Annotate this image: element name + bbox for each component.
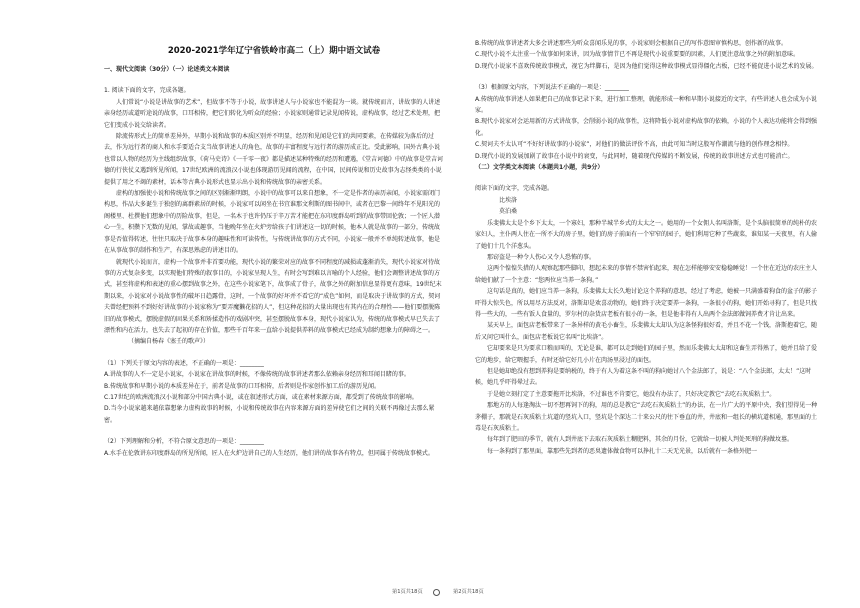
story-paragraph: 但是她却绝没有想到养狗是要纳税的，终于有人为着这条不叫的狗向她讨八个金法郎了，说是：“八个金法郎，太太！”这时候，她几乎吓得晕过去。	[475, 367, 812, 387]
question-2: （2）下列理解和分析，不符合原文意思的一项是：________	[104, 438, 264, 446]
story-paragraph: 每一条狗到了那里面，靠那些先到者的恶臭遗体做食物可以挣扎十二天无光景，以后就有一条格外肥一	[487, 447, 758, 455]
option-d: D.现代小说家不喜欢传统故事模式，视它为绊脚石，是因为他们觉得这种故事模式显得僵化古板，已经不能促进小说艺术的发展。	[475, 62, 818, 70]
passage-paragraph: 虚构的加强使小说和传统故事之间的区别渐渐明朗，小说中的故事可以来自想象，不一定是作者的亲历亲闻，小说家需闭门构思，作品大多诞生于独创的离群素居的时候，小说家可以闲坐在书宜谁那文利斯的图书间中，或者在巴黎一间终年不见阳光的阁楼里、杜撰他们想象中的历险故事，但是，一名木于也许仍压于辛万苦才能把在东印度群岛听到的故事带回伦敦；一个匠人潜心一生，积攒下无数的见闻，掌故或趣事，当他晚年坐在火炉旁给孩子们讲述这一切的时候，他本人就是故事的一部分，传统故事是否值得转述，往往只取决于故事本身的趣味性和可读传性，与传统讲故事的方式不同，小说家一般并不单纯转述故事，他是在从事故事的制作和生产，有深思熟虑的讲述目的。	[104, 190, 441, 255]
option-c: C.17世纪的欧洲流浪汉小说和部分中国古典小说，或在叙述形式方面，或在素材来源方面，都受到了传统故事的影响。	[104, 393, 418, 401]
story-paragraph: 每年到了肥田的季节，就有人到井底下去取石灰质粘土糊肥料，其余的月份，它就给一切被人判处死刑的狗做坟墓。	[487, 436, 794, 444]
story-paragraph: 乐斐佛太太是个乡下太太，一个寡妇，那种半城半乡式的太太之一。她用的一个女佣人名叫洛斯，是个头脑很简单的纯朴的农家妇人，主仆两人住在一所不大的房子里，她们的房子前面有一个窄窄的园子，她们利用它种了些蔬菜，谁知某一天夜里，有人偷了她们十几个洋葱头。	[475, 219, 818, 250]
story-paragraph: 这两个惶惶失措的人观察起那些脚印，想起未来的事情不禁害怕起来，现在怎样能够安安稳稳睡觉！一个住在近边的农庄主人给她们献了一个主意：“您两位应当养一条狗。”	[475, 265, 818, 284]
option-b: B.传统故事和早期小说的本质差异在于，前者是故事的口耳相传，后者则是作家创作加工后的游历见闻。	[104, 382, 381, 390]
page-title: 2020-2021学年辽宁省铁岭市高二（上）期中语文试卷	[167, 46, 381, 56]
option-a: A.水手在伦敦讲东印度群岛的所见所闻，匠人在火炉边讲自己的人生经历，他们讲的故事各有特点，但同属于传统故事模式。	[104, 449, 434, 457]
left-column	[104, 64, 444, 459]
story-paragraph: 某天早上，面包店老板带来了一条异样的黄毛小畜生，乐斐佛太太却认为这条怪狗很好看，并且不花一个钱，洛斯抱着它，随后又问它叫什么，面包店老板说它名叫“比埃洛”。	[475, 322, 818, 341]
question-3: （3）根据原文内容，下列说法不正确的一项是：________	[475, 84, 629, 92]
page-number-2: 第2页共18页	[453, 589, 484, 595]
section-heading-1: 一、现代文阅读（30分）（一）论述类文本阅读	[104, 66, 230, 73]
option-d: D.现代小说的发展加剧了故事在小说中的衰变，与此同时，随着现代传媒的不断发展，传统的故事讲述方式也可能消亡。	[475, 152, 794, 160]
option-b: B.传统的故事讲述者大多会讲述那些为听众喜闻乐见的事，小说家则会根据自己的写作意图审慎构思，创作新的故事。	[475, 40, 788, 47]
story-paragraph: 于是她立刻打定了主意要拖开比埃洛，不过谁也不肯要它，她没有办法了，只好决定教它“去吃石灰质粘土”。	[487, 390, 776, 398]
right-column	[475, 38, 820, 457]
story-paragraph: 它却要来是只为要求口粮而叫的，无论是谁，都可以走到她们的园子里，然而乐斐佛太太却和这畜生弄得熟了，她并且给了爱它的地步，给它喂握手，有时还给它好几小片在肉汤里浸过的面包。	[475, 345, 818, 364]
passage-paragraph: 除流传形式上的简单差异外，早期小说和故事的本质区别并不明显，经历和见闻是它们的共同要素，在传媒较为落后的过去，作为远行者的商人和水手要适合支当故事讲述人的角色，故事的丰富程度与远行者的游历成正比。受此影响，国外古典小说也常以人物的经历为主线组织故事，《荷马史诗》《一千零一夜》都是描述某种特殊的经历和遭遇，《堂吉诃德》中的故事是堂吉诃德的行侠仗义遇到所见所闻，17世纪欧洲的流浪汉小说也体现游历见闻的流程，在中国，民间传说和历史故事为志怪类类的小说提供了用之不竭的素材，话本等古典小说形式也显示出小说和传统故事的亲密关系。	[104, 133, 444, 186]
option-a: A.传统的故事讲述人如果把自己的故事记录下来，进行加工整理，就能形成一种和早期小说接近的文字，有些讲述人也会成为小说家。	[475, 95, 817, 115]
option-c: C.现代小说不太注重一个故事如何来讲，因为故事情节已不再是现代小说重要要的因素，人们更注意故事之外的附加意味。	[475, 51, 800, 59]
option-a: A.讲故事的人不一定是小说家，小说家在讲故事的时候，不像传统的故事讲述者那么依赖亲身经历和耳闻目睹的事。	[104, 371, 410, 379]
story-paragraph: 这句话是真的，她们应当养一条狗，乐斐佛太太长久地讨论这个养狗的意思，经过了考虑，她被一只满盛着狗食的盆子的影子吓得大惊失色，所以用尽方法反对，洛斯却是欢喜动物的，她们终于决定要养一条狗，一条很小的狗，她们开始寻狗了，但是只找得一些大的，一些有饭人食量的，罗尔村的杂货店老板有很小的一条，但是他非得有人出两个金法郎做饲养费才肯让出来。	[475, 288, 818, 318]
question-1: （1）下列关于原文内容的表述，不正确的一项是：________	[104, 359, 264, 367]
section-heading-2: （二）文学类文本阅读（本题共1小题，共9分）	[475, 164, 604, 172]
option-c: C.契诃夫不太认可“不好好讲故事的小说家”，对他们的做法评价不高，由此可知当时这股写作潮流与他的创作理念相悖。	[475, 141, 794, 149]
story-paragraph: 那地方的人每逢淘汰一切不想再饲下的狗，用的总是教它“去吃石灰质粘土”的办法，在一片广大的平原中央，我们望得见一种茅棚子，那就是石灰质粘土坑道的竖坑入口，竖坑是个深达二十来公尺的往下垂直的井，井底和一组长的横坑道相通，那里面的土毒是石灰质粘土。	[475, 402, 818, 432]
story-intro: 阅读下面的文字，完成各题。	[475, 185, 554, 193]
passage-paragraph: 人们常说“小说是讲故事的艺术”，但故事不等于小说，故事讲述人与小说家也不能混为一谈。就传统而言，讲故事的人讲述亲身经历或道听途说的故事，口耳相传，把它们转化为听众的经验；小说家则通常记录见闻传说，虚构故事，经过艺术处理，把它们变成小说交给读者。	[104, 98, 441, 129]
story-author: 莫泊桑	[499, 208, 518, 216]
page-number-1: 第1页共18页	[392, 589, 423, 595]
passage-paragraph: 就现代小说而言，虚构一个故事并非首要功能，现代小说的繁荣对应的故事不同程度的减损或蓬渐消失，现代小说家对待故事的方式复杂多变，以实现他们特殊的叙事目的，小说家呈现人生，有时会写到难以言喻的个人经验，他们会调整讲述故事的方式，甚至将虚构和表述的重心摆到故事之外，在这些小说家笔下，故事成了骨子，故事之外的附加信息显得更有意味，19世纪末期以来，小说家对小说故事性的破坏日趋露骨，这时，一个故事的好坏并不看它的“成色”如何，而是取决于讲故事的方式，契诃夫曾经把预料不到好好讲故事的小说家称为“要弄魔獭花招的人”，但这种花招的大量出现也有其内在的合理性——他们要摆脱陈旧的故事模式，摆脱虚假的固果关系和矫揉造作的戏剧冲突，甚至摆脱故事本身，现代小说家认为，传统的故事模式早已失去了漂性和内在活力，也失去了起初的存在价值，那些千百年来一直给小说提供养料的故事模式已经成为制约想象力的障碍之一。	[104, 258, 442, 334]
option-b: B.现代小说家对会运用新的方式讲故事，会削弱小说的故事性，这将降低小说对虚构故事的依赖，小说的个人表达功能将会得到强化。	[475, 118, 818, 137]
passage-source: （摘编自杨春《塞壬的歌声》）	[128, 338, 210, 346]
option-d: D.当今小说家越来越依靠想象力虚构故事的时候，小说和传统故事在内容来源方面的差异使它们之间的关联不再像过去那么紧密。	[104, 405, 435, 424]
story-paragraph: 那窃盗是一种令人伤心又令人恐怖的事。	[487, 253, 596, 261]
story-title: 比埃洛	[499, 196, 518, 204]
passage-intro: 1. 阅读下面的文字，完成各题。	[104, 87, 190, 95]
circle-icon	[433, 589, 440, 596]
